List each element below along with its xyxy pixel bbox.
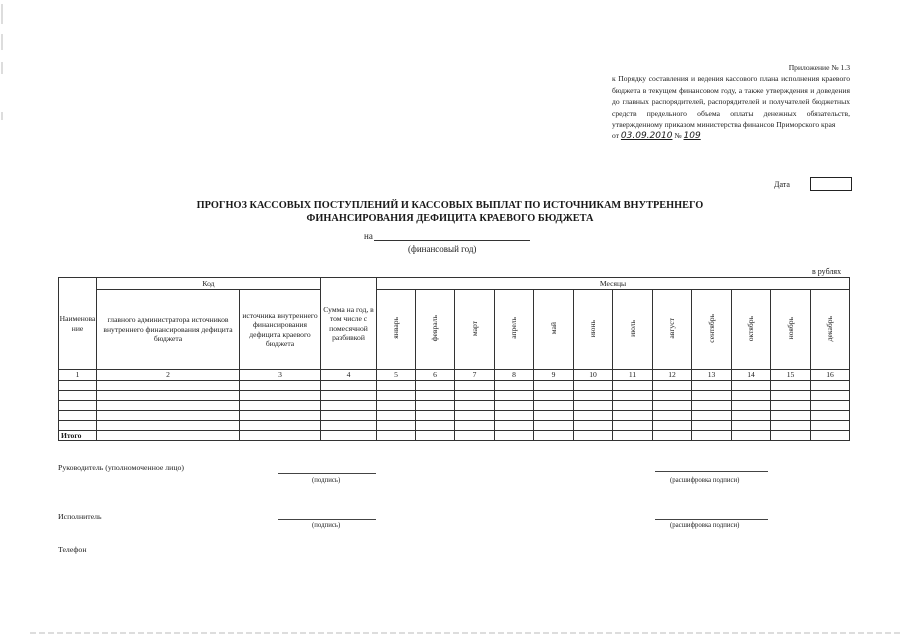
month-header: июль (613, 290, 653, 370)
period-field[interactable] (374, 240, 530, 241)
col-number: 8 (495, 370, 534, 381)
executor-signature-caption: (подпись) (312, 522, 341, 529)
col-number: 7 (455, 370, 495, 381)
total-row (59, 430, 850, 441)
appendix-title: Приложение № 1.3 (788, 63, 850, 72)
col-number: 13 (692, 370, 732, 381)
table-row[interactable] (59, 420, 850, 430)
col-number: 2 (97, 370, 240, 381)
appendix-text: к Порядку составления и ведения кассового плана исполнения краевого бюджета в текущем финансовом году, а также утверждения и доведения до главных распорядителей, распорядителей и получателей бюджетных средств предельного объема оплаты денежных обязательств, утвержденному приказом министерства финансов Приморского края (612, 74, 850, 130)
order-date: 03.09.2010 (620, 131, 673, 142)
scan-bottom-edge (0, 630, 905, 636)
month-header: апрель (495, 290, 534, 370)
name-header: Наименование (59, 278, 97, 370)
title-line-1: ПРОГНОЗ КАССОВЫХ ПОСТУПЛЕНИЙ И КАССОВЫХ ВЫПЛАТ ПО ИСТОЧНИКАМ ВНУТРЕННЕГО (196, 200, 704, 211)
header-row-1 (59, 278, 850, 290)
code-source-header: источника внутреннего финансирования дефицита краевого бюджета (240, 290, 321, 370)
order-prefix: от (612, 131, 620, 141)
col-number: 4 (321, 370, 377, 381)
col-number: 5 (377, 370, 416, 381)
head-decoding-line[interactable] (655, 471, 768, 472)
column-number-row (59, 370, 850, 381)
col-number: 6 (416, 370, 455, 381)
executor-decoding-line[interactable] (655, 519, 768, 520)
table-row[interactable] (59, 410, 850, 420)
month-header: ноябрь (771, 290, 811, 370)
executor-label: Исполнитель (58, 512, 102, 521)
head-label: Руководитель (уполномоченное лицо) (58, 463, 184, 472)
month-header: июнь (574, 290, 613, 370)
title-line-2: ФИНАНСИРОВАНИЯ ДЕФИЦИТА КРАЕВОГО БЮДЖЕТА (306, 213, 594, 224)
col-number: 12 (653, 370, 692, 381)
col-number: 1 (59, 370, 97, 381)
order-no-label: № (674, 131, 682, 141)
month-header: август (653, 290, 692, 370)
header-row-2 (59, 290, 850, 370)
head-signature-line[interactable] (278, 473, 376, 474)
col-number: 10 (574, 370, 613, 381)
appendix-block (612, 62, 850, 143)
col-number: 9 (534, 370, 574, 381)
month-header: декабрь (811, 290, 850, 370)
month-header: сентябрь (692, 290, 732, 370)
table-row[interactable] (59, 380, 850, 390)
months-group-header: Месяцы (377, 278, 850, 290)
col-number: 15 (771, 370, 811, 381)
table-row[interactable] (59, 400, 850, 410)
period-caption: (финансовый год) (408, 244, 477, 254)
col-number: 16 (811, 370, 850, 381)
executor-signature-line[interactable] (278, 519, 376, 520)
units-label: в рублях (812, 267, 842, 276)
month-header: январь (377, 290, 416, 370)
forecast-table (58, 277, 850, 441)
phone-label: Телефон (58, 545, 87, 554)
head-decoding-caption: (расшифровка подписи) (670, 477, 740, 484)
table-row[interactable] (59, 390, 850, 400)
document-title (100, 199, 800, 225)
col-number: 11 (613, 370, 653, 381)
scan-edge-marks (0, 0, 6, 130)
head-signature-caption: (подпись) (312, 477, 341, 484)
month-header: март (455, 290, 495, 370)
order-number: 109 (683, 131, 701, 142)
total-label: Итого (59, 430, 97, 441)
sum-year-header: Сумма на год, в том числе с помесячной разбивкой (321, 278, 377, 370)
code-admin-header: главного администратора источников внутреннего финансирования дефицита бюджета (97, 290, 240, 370)
col-number: 14 (732, 370, 771, 381)
period-prefix: на (364, 231, 373, 241)
month-header: май (534, 290, 574, 370)
code-group-header: Код (97, 278, 321, 290)
date-label: Дата (774, 180, 790, 189)
executor-decoding-caption: (расшифровка подписи) (670, 522, 740, 529)
date-box[interactable] (810, 177, 852, 191)
month-header: октябрь (732, 290, 771, 370)
month-header: февраль (416, 290, 455, 370)
appendix-order (612, 130, 850, 142)
col-number: 3 (240, 370, 321, 381)
